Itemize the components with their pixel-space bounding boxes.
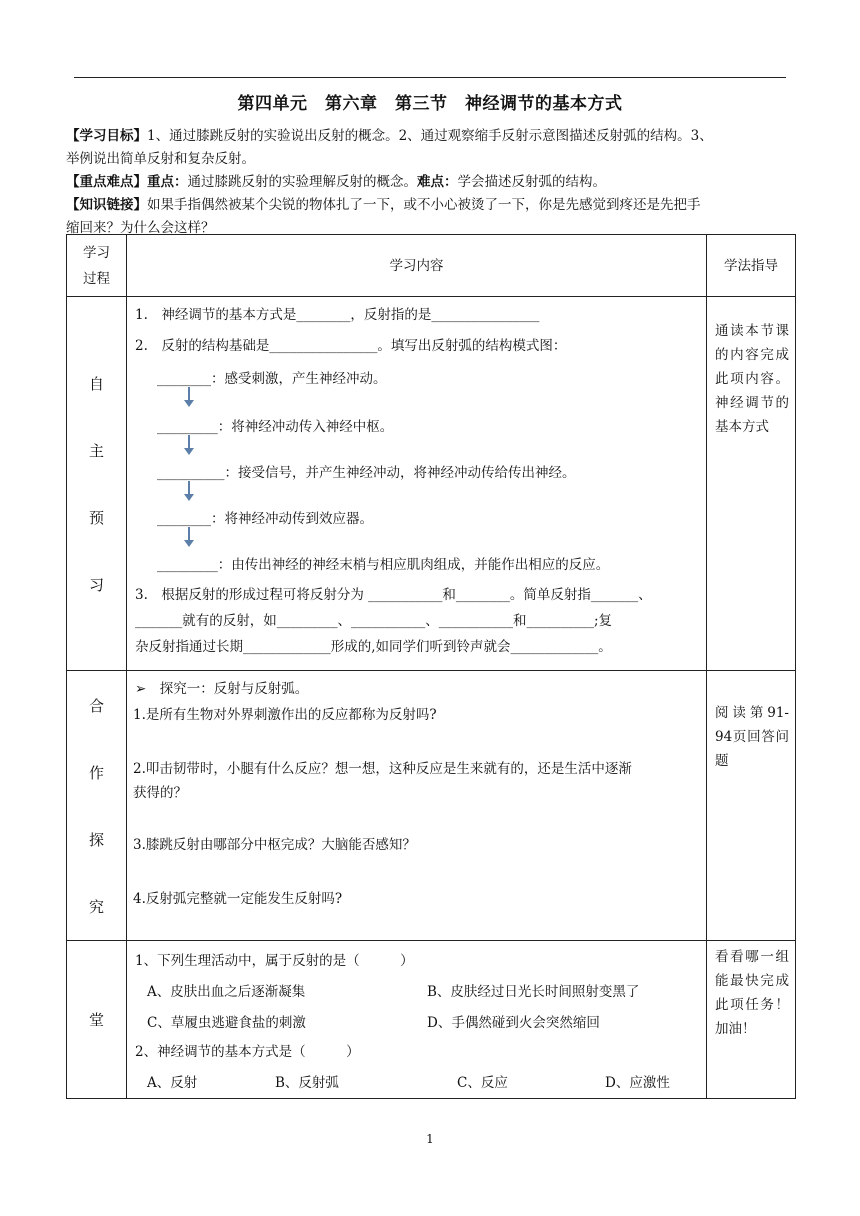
preview-q1: 1. 神经调节的基本方式是________，反射指的是________________ (135, 307, 540, 323)
stage-cooperative-explore (67, 671, 127, 941)
preview-q3-line3: 杂反射指通过长期_____________形成的,如同学们听到铃声就会_____________。 (135, 639, 612, 655)
header-guide: 学法指导 (707, 235, 796, 297)
class-q1-option-a: A、皮肤出血之后逐渐凝集 (147, 984, 306, 1000)
arc-afferent: _________：将神经冲动传入神经中枢。 (157, 419, 394, 435)
class-content (127, 941, 707, 1099)
learning-goals (66, 125, 796, 171)
class-q2: 2、神经调节的基本方式是（ ） (135, 1044, 360, 1060)
explore-content (127, 671, 707, 941)
class-guide: 看看哪一组能最快完成此项任务！加油！ (707, 941, 796, 1099)
explore-q1: 1.是所有生物对外界刺激作出的反应都称为反射吗? (133, 707, 437, 723)
goals-label: 【学习目标】 (66, 128, 147, 144)
table-header-row (67, 235, 796, 297)
stage-char: 究 (88, 897, 104, 916)
class-q2-option-b: B、反射弧 (275, 1075, 339, 1091)
explore-row (67, 671, 796, 941)
class-q2-option-a: A、反射 (147, 1075, 198, 1091)
arrow-down-icon (184, 400, 194, 407)
header-content: 学习内容 (127, 235, 707, 297)
link-text-2: 缩回来？为什么会这样？ (66, 220, 215, 236)
class-q1-option-c: C、草履虫逃避食盐的刺激 (147, 1015, 306, 1031)
stage-char: 习 (88, 575, 104, 594)
header-process-line1: 学习 (83, 244, 110, 261)
class-row (67, 941, 796, 1099)
goals-text-2: 举例说出简单反射和复杂反射。 (66, 151, 255, 167)
key-label: 【重点难点】 (66, 174, 147, 190)
link-label: 【知识链接】 (66, 197, 147, 213)
preview-guide: 通读本节课的内容完成此项内容。神经调节的基本方式 (707, 297, 796, 671)
page-number: 1 (426, 1132, 434, 1146)
stage-self-preview (67, 297, 127, 671)
class-q1-option-d: D、手偶然碰到火会突然缩回 (427, 1015, 600, 1031)
difficulty-label: 难点： (417, 174, 458, 190)
goals-text: 1、通过膝跳反射的实验说出反射的概念。2、通过观察缩手反射示意图描述反射弧的结构。3、 (147, 128, 713, 144)
class-q1-option-b: B、皮肤经过日光长时间照射变黑了 (427, 984, 640, 1000)
header-process (67, 235, 127, 297)
explore-q4: 4.反射弧完整就一定能发生反射吗? (133, 891, 343, 907)
link-text: 如果手指偶然被某个尖锐的物体扎了一下，或不小心被烫了一下，你是先感觉到疼还是先把手 (147, 197, 701, 213)
explore-q2-line2: 获得的？ (133, 785, 187, 801)
explore-guide: 阅读第91-94页回答问题 (707, 671, 796, 941)
arrow-down-icon (184, 494, 194, 501)
arc-receptor: ________：感受刺激，产生神经冲动。 (157, 371, 387, 387)
class-q1: 1、下列生理活动中，属于反射的是（ ） (135, 953, 414, 969)
stage-char: 预 (88, 508, 104, 527)
difficulty-text: 学会描述反射弧的结构。 (457, 174, 606, 190)
stage-char: 合 (88, 696, 104, 715)
header-process-line2: 过程 (83, 270, 110, 287)
arrow-down-icon (184, 448, 194, 455)
key-point-label: 重点： (147, 174, 188, 190)
stage-class: 堂 (67, 941, 127, 1099)
preview-content (127, 297, 707, 671)
class-q2-option-c: C、反应 (457, 1075, 508, 1091)
explore-q2-line1: 2.叩击韧带时，小腿有什么反应？想一想，这种反应是生来就有的，还是生活中逐渐 (133, 761, 632, 777)
stage-char: 作 (88, 763, 104, 782)
study-table (66, 234, 796, 1099)
arc-efferent: ________：将神经冲动传到效应器。 (157, 511, 373, 527)
arc-center: __________：接受信号，并产生神经冲动，将神经冲动传给传出神经。 (157, 465, 576, 481)
preview-q3-line2: _______就有的反射，如_________、___________、___________和__________;复 (135, 613, 613, 629)
preview-q3-line1: 3. 根据反射的形成过程可将反射分为 ___________和________。简单反射指_______、 (135, 587, 652, 603)
page-title: 第四单元 第六章 第三节 神经调节的基本方式 (237, 94, 623, 114)
preview-row (67, 297, 796, 671)
explore-heading: ➢ 探究一：反射与反射弧。 (135, 681, 309, 697)
explore-q3: 3.膝跳反射由哪部分中枢完成？大脑能否感知？ (133, 837, 416, 853)
stage-char: 主 (88, 441, 104, 460)
header-rule (74, 77, 786, 78)
key-point-text: 通过膝跳反射的实验理解反射的概念。 (187, 174, 417, 190)
arrow-down-icon (184, 540, 194, 547)
preview-q2: 2. 反射的结构基础是________________。填写出反射弧的结构模式图： (135, 338, 567, 354)
stage-char: 自 (88, 374, 104, 393)
arc-effector: _________：由传出神经的神经末梢与相应肌肉组成，并能作出相应的反应。 (157, 557, 610, 573)
stage-char: 探 (88, 830, 104, 849)
key-difficulties (66, 171, 796, 194)
class-q2-option-d: D、应激性 (605, 1075, 670, 1091)
